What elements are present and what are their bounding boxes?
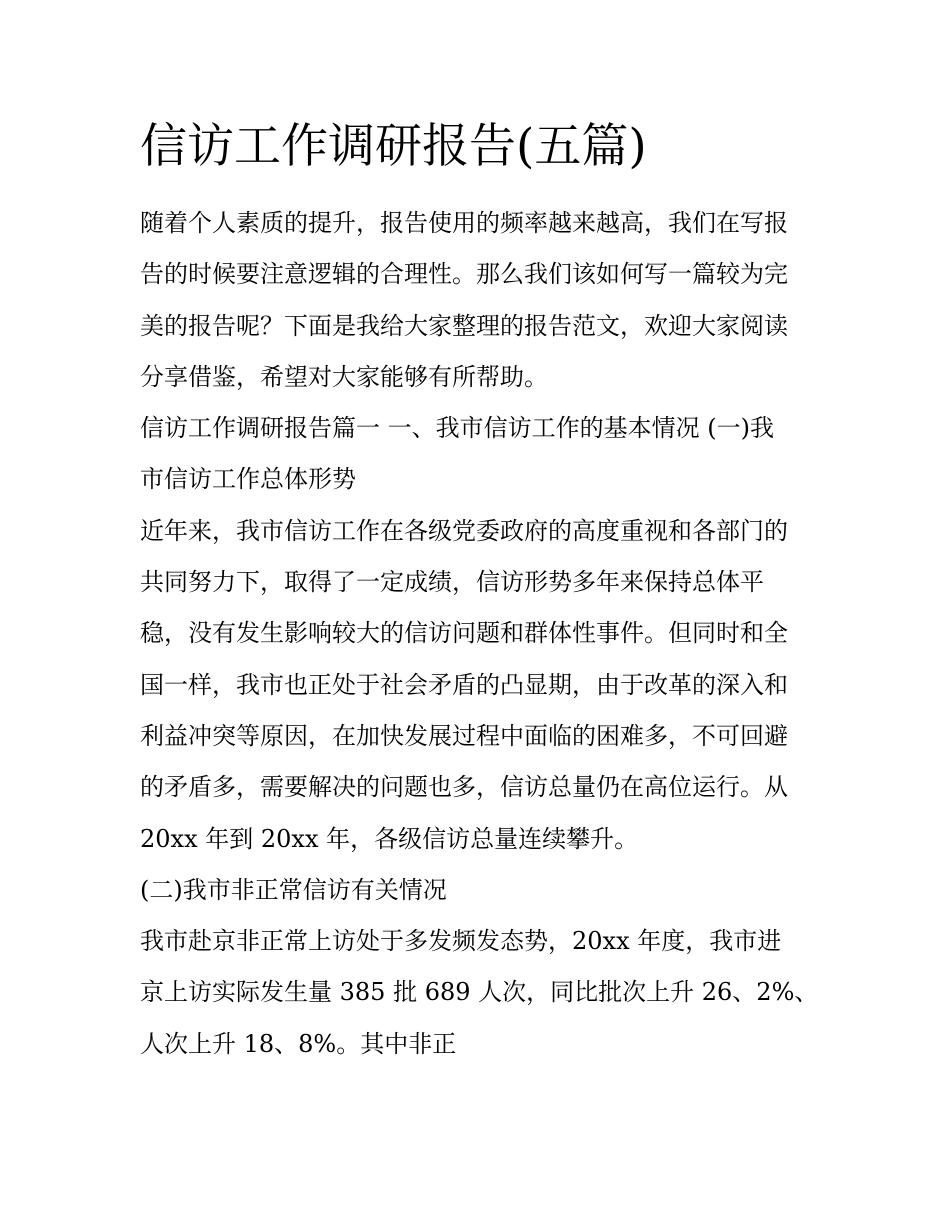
text-line: 京上访实际发生量 385 批 689 人次，同比批次上升 26、2%、: [140, 978, 819, 1007]
text-line: 市信访工作总体形势: [140, 465, 356, 494]
text-line: 人次上升 18、8%。其中非正: [140, 1029, 457, 1058]
text-line: 国一样，我市也正处于社会矛盾的凸显期，由于改革的深入和: [140, 670, 788, 699]
text-line: 利益冲突等原因，在加快发展过程中面临的困难多，不可回避: [140, 721, 788, 750]
text-line: 告的时候要注意逻辑的合理性。那么我们该如何写一篇较为完: [140, 260, 788, 289]
text-line: 信访工作调研报告篇一 一、我市信访工作的基本情况 (一)我: [140, 414, 774, 443]
paragraph-statistics: [140, 916, 819, 1070]
paragraph-overview: [140, 506, 812, 865]
document-body: [140, 198, 819, 1070]
text-line: 美的报告呢？下面是我给大家整理的报告范文，欢迎大家阅读: [140, 311, 788, 340]
text-line: 分享借鉴，希望对大家能够有所帮助。: [140, 362, 548, 391]
text-line: 稳，没有发生影响较大的信访问题和群体性事件。但同时和全: [140, 619, 788, 648]
paragraph-intro: [140, 198, 812, 403]
text-line: 共同努力下，取得了一定成绩，信访形势多年来保持总体平: [140, 568, 764, 597]
document-title: 信访工作调研报告(五篇): [140, 119, 647, 174]
text-line: 的矛盾多，需要解决的问题也多，信访总量仍在高位运行。从: [140, 773, 788, 802]
text-line: (二)我市非正常信访有关情况: [140, 875, 447, 904]
paragraph-subheading: [140, 865, 812, 916]
paragraph-section-heading: [140, 403, 812, 506]
text-line: 我市赴京非正常上访处于多发频发态势，20xx 年度，我市进: [140, 927, 782, 956]
text-line: 近年来，我市信访工作在各级党委政府的高度重视和各部门的: [140, 516, 788, 545]
text-line: 随着个人素质的提升，报告使用的频率越来越高，我们在写报: [140, 209, 788, 237]
text-line: 20xx 年到 20xx 年，各级信访总量连续攀升。: [140, 824, 639, 853]
